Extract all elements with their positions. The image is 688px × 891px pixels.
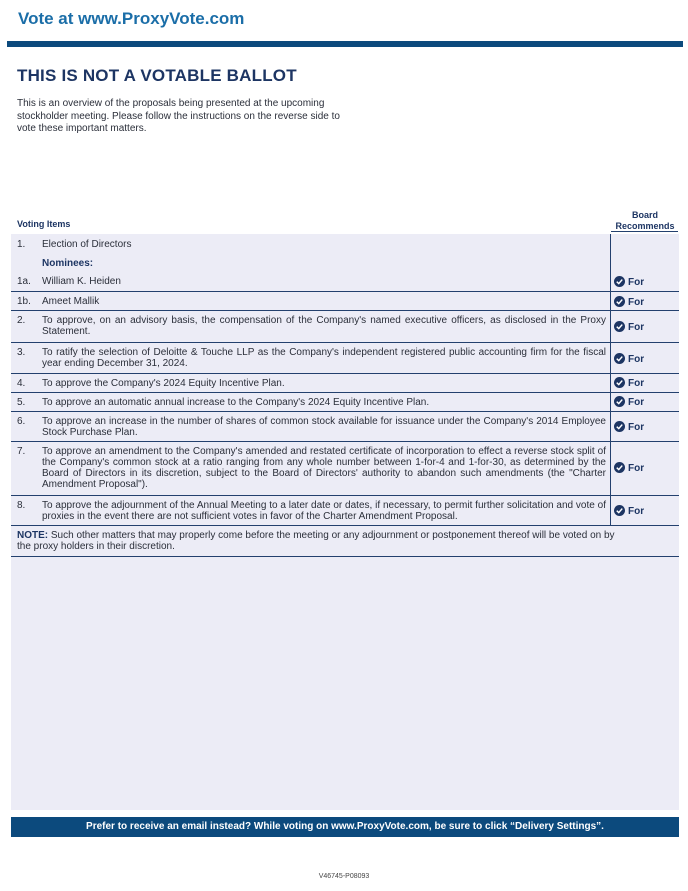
column-divider: [610, 343, 611, 374]
nominees-label: Nominees:: [42, 258, 94, 269]
recommendation-label: For: [628, 397, 645, 408]
recommendation-label: For: [628, 506, 645, 517]
election-num: 1.: [17, 239, 26, 250]
item-text: To ratify the selection of Deloitte & Touche LLP as the Company's independent registered public accounting firm for the fiscal year ending December 31, 2024.: [42, 347, 606, 369]
item-text: To approve, on an advisory basis, the compensation of the Company's named executive officers, as disclosed in the Proxy Statement.: [42, 315, 606, 337]
note-row: [11, 526, 679, 557]
column-divider: [610, 412, 611, 442]
note-body: Such other matters that may properly come before the meeting or any adjournment or postponement thereof will be voted on by the proxy holders in their discretion.: [17, 530, 615, 552]
check-circle-icon: [614, 462, 625, 473]
item-num: 1a.: [17, 276, 31, 287]
board-header-line2: Recommends: [615, 220, 675, 231]
election-text: Election of Directors: [42, 239, 132, 250]
check-circle-icon: [614, 353, 625, 364]
board-recommendation: [614, 353, 644, 365]
table-row: [11, 412, 679, 442]
check-circle-icon: [614, 296, 625, 307]
note-label: NOTE:: [17, 530, 49, 541]
item-text: To approve the Company's 2024 Equity Incentive Plan.: [42, 378, 285, 389]
column-divider: [610, 292, 611, 311]
item-num: 8.: [17, 500, 26, 511]
recommendation-label: For: [628, 277, 645, 288]
header-title[interactable]: Vote at www.ProxyVote.com: [18, 9, 245, 28]
check-circle-icon: [614, 505, 625, 516]
item-num: 3.: [17, 347, 26, 358]
item-num: 6.: [17, 416, 26, 427]
check-circle-icon: [614, 321, 625, 332]
column-divider: [610, 272, 611, 292]
board-recommends-header: [612, 210, 678, 231]
table-row: [11, 272, 679, 292]
board-recommendation: [614, 505, 644, 517]
recommendation-label: For: [628, 378, 645, 389]
note-text: [17, 530, 617, 552]
item-num: 7.: [17, 446, 26, 457]
check-circle-icon: [614, 276, 625, 287]
recommendation-label: For: [628, 297, 645, 308]
board-recommendation: [614, 296, 644, 308]
table-row: [11, 374, 679, 393]
recommendation-label: For: [628, 322, 645, 333]
item-num: 5.: [17, 397, 26, 408]
board-recommendation: [614, 377, 644, 389]
item-text: To approve an automatic annual increase to the Company's 2024 Equity Incentive Plan.: [42, 397, 430, 408]
table-row: [11, 393, 679, 412]
table-row: [11, 343, 679, 374]
check-circle-icon: [614, 377, 625, 388]
voting-items-header: Voting Items: [17, 219, 71, 229]
board-recommendation: [614, 462, 644, 474]
table-row: [11, 442, 679, 496]
check-circle-icon: [614, 396, 625, 407]
column-divider: [610, 374, 611, 393]
board-recommendation: [614, 276, 644, 288]
board-recommendation: [614, 396, 644, 408]
header-rule: [7, 41, 683, 47]
table-row: [11, 311, 679, 343]
table-row: [11, 496, 679, 526]
recommendation-label: For: [628, 463, 645, 474]
item-text: Ameet Mallik: [42, 296, 100, 307]
board-header-line1: Board: [631, 210, 658, 220]
column-divider: [610, 311, 611, 343]
election-row: [11, 234, 679, 272]
ballot-title: THIS IS NOT A VOTABLE BALLOT: [17, 66, 297, 85]
board-recommendation: [614, 321, 644, 333]
item-text: To approve an increase in the number of shares of common stock available for issuance under the Company's 2014 Employee Stock Purchase Plan.: [42, 416, 606, 438]
column-divider: [610, 442, 611, 496]
table-row: [11, 292, 679, 311]
item-text: To approve an amendment to the Company's amended and restated certificate of incorporation to effect a reverse stock split of the Company's common stock at a ratio ranging from any whole number between 1-for-4 and 1-for-30, as determined by the Board of Directors in its discretion, subject to the Board of Directors' authority to abandon such amendments (the "Charter Amendment Proposal").: [42, 446, 606, 490]
item-num: 1b.: [17, 296, 31, 307]
recommendation-label: For: [628, 354, 645, 365]
item-text: To approve the adjournment of the Annual Meeting to a later date or dates, if necessary, to permit further solicitation and vote of proxies in the event there are not sufficient votes in favor of the Charter Amendment Proposal.: [42, 500, 606, 522]
document-code: V46745-P08093: [318, 873, 370, 880]
item-num: 4.: [17, 378, 26, 389]
column-divider: [610, 393, 611, 412]
item-text: William K. Heiden: [42, 276, 121, 287]
item-num: 2.: [17, 315, 26, 326]
column-divider: [610, 496, 611, 526]
delivery-settings-banner[interactable]: Prefer to receive an email instead? While voting on www.ProxyVote.com, be sure to click “Delivery Settings”.: [11, 817, 679, 837]
ballot-intro: This is an overview of the proposals being presented at the upcoming stockholder meeting. Please follow the instructions on the reverse side to vote these important matters.: [17, 98, 340, 134]
recommendation-label: For: [628, 422, 645, 433]
board-header-rule: [611, 231, 678, 232]
column-divider: [610, 234, 611, 272]
board-recommendation: [614, 421, 644, 433]
check-circle-icon: [614, 421, 625, 432]
